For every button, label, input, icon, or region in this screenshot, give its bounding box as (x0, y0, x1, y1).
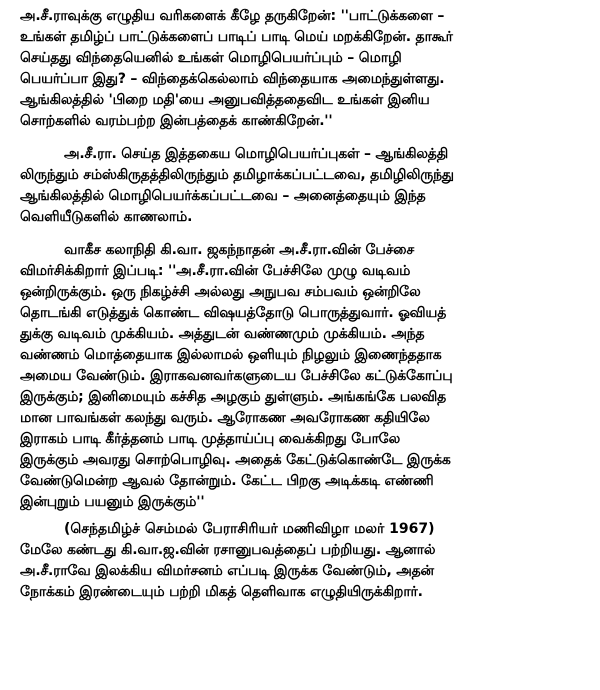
text-line: துக்கு வடிவம் முக்கியம். அத்துடன் வண்ணமும் முக்கியம். அந்த (20, 326, 425, 342)
text-line: இன்புறும் பயனும் இருக்கும்'' (20, 494, 205, 510)
text-line: இருக்கும்; இனிமையும் கச்சித அழகும் துள்ளும். அங்கங்கே பலவித (20, 389, 447, 405)
text-line: அ.சீ.ரா. செய்த இத்தகைய மொழிபெயர்ப்புகள் – ஆங்கிலத்தி (64, 146, 448, 162)
text-line: சொற்களில் வரம்பற்ற இன்பத்தைக் காண்கிறேன்.'' (20, 113, 333, 129)
text-line: மேலே கண்டது கி.வா.ஜ.வின் ரசானுபவத்தைப் பற்றியது. ஆனால் (20, 542, 436, 558)
paragraph-speech-critique (20, 240, 590, 513)
text-line: தொடங்கி எடுத்துக் கொண்ட விஷயத்தோடு பொருத்துவார். ஓவியத் (20, 305, 447, 321)
text-line: இராகம் பாடி கீர்த்தனம் பாடி முத்தாய்ப்பு வைக்கிறது போலே (20, 431, 401, 447)
text-line: லிருந்தும் சம்ஸ்கிருதத்திலிருந்தும் தமிழாக்கப்பட்டவை, தமிழிலிருந்து (20, 167, 454, 183)
paragraph-tagore-letter (20, 6, 590, 132)
text-line: பெயர்ப்பா இது? – விந்தைக்கெல்லாம் விந்தையாக அமைந்துள்ளது. (20, 71, 445, 87)
text-line: வேண்டுமென்ற ஆவல் தோன்றும். கேட்ட பிறகு அடிக்கடி எண்ணி (20, 473, 434, 489)
text-line: உங்கள் தமிழ்ப் பாட்டுக்களைப் பாடிப் பாடி மெய் மறக்கிறேன். தாகூர் (20, 29, 453, 45)
paragraph-translations (20, 144, 590, 228)
text-line: வாகீச கலாநிதி கி.வா. ஜகந்நாதன் அ.சீ.ரா.வின் பேச்சை (64, 242, 414, 258)
text-line: அ.சீ.ராவுக்கு எழுதிய வரிகளைக் கீழே தருகிறேன்: ''பாட்டுக்களை – (20, 8, 445, 24)
text-line: அமைய வேண்டும். இராகவனவர்களுடைய பேச்சிலே கட்டுக்கோப்பு (20, 368, 453, 384)
text-line: செய்தது விந்தையெனில் உங்கள் மொழிபெயர்ப்பும் – மொழி (20, 50, 402, 66)
text-line: வண்ணம் மொத்தையாக இல்லாமல் ஒளியும் நிழலும் இணைந்ததாக (20, 347, 442, 363)
source-citation: (செந்தமிழ்ச் செம்மல் பேராசிரியர் மணிவிழா மலர் 1967) (64, 521, 435, 537)
text-line: ஒன்றிருக்கும். ஒரு நிகழ்ச்சி அல்லது அநுபவ சம்பவம் ஒன்றிலே (20, 284, 421, 300)
paragraph-closing (20, 519, 590, 603)
text-line: ஆங்கிலத்தில் 'பிறை மதி'யை அனுபவித்ததைவிட உங்கள் இனிய (20, 92, 430, 108)
text-line: வெளியீடுகளில் காணலாம். (20, 209, 193, 225)
text-line: விமர்சிக்கிறார் இப்படி: ''அ.சீ.ரா.வின் பேச்சிலே முழு வடிவம் (20, 263, 411, 279)
text-line: ஆங்கிலத்தில் மொழிபெயர்க்கப்பட்டவை – அனைத்தையும் இந்த (20, 188, 426, 204)
text-line: அ.சீ.ராவே இலக்கிய விமர்சனம் எப்படி இருக்க வேண்டும், அதன் (20, 563, 434, 579)
text-line: இருக்கும் அவரது சொற்பொழிவு. அதைக் கேட்டுக்கொண்டே இருக்க (20, 452, 451, 468)
text-line: மான பாவங்கள் கலந்து வரும். ஆரோகண அவரோகண கதியிலே (20, 410, 430, 426)
text-line: நோக்கம் இரண்டையும் பற்றி மிகத் தெளிவாக எழுதியிருக்கிறார். (20, 584, 423, 600)
